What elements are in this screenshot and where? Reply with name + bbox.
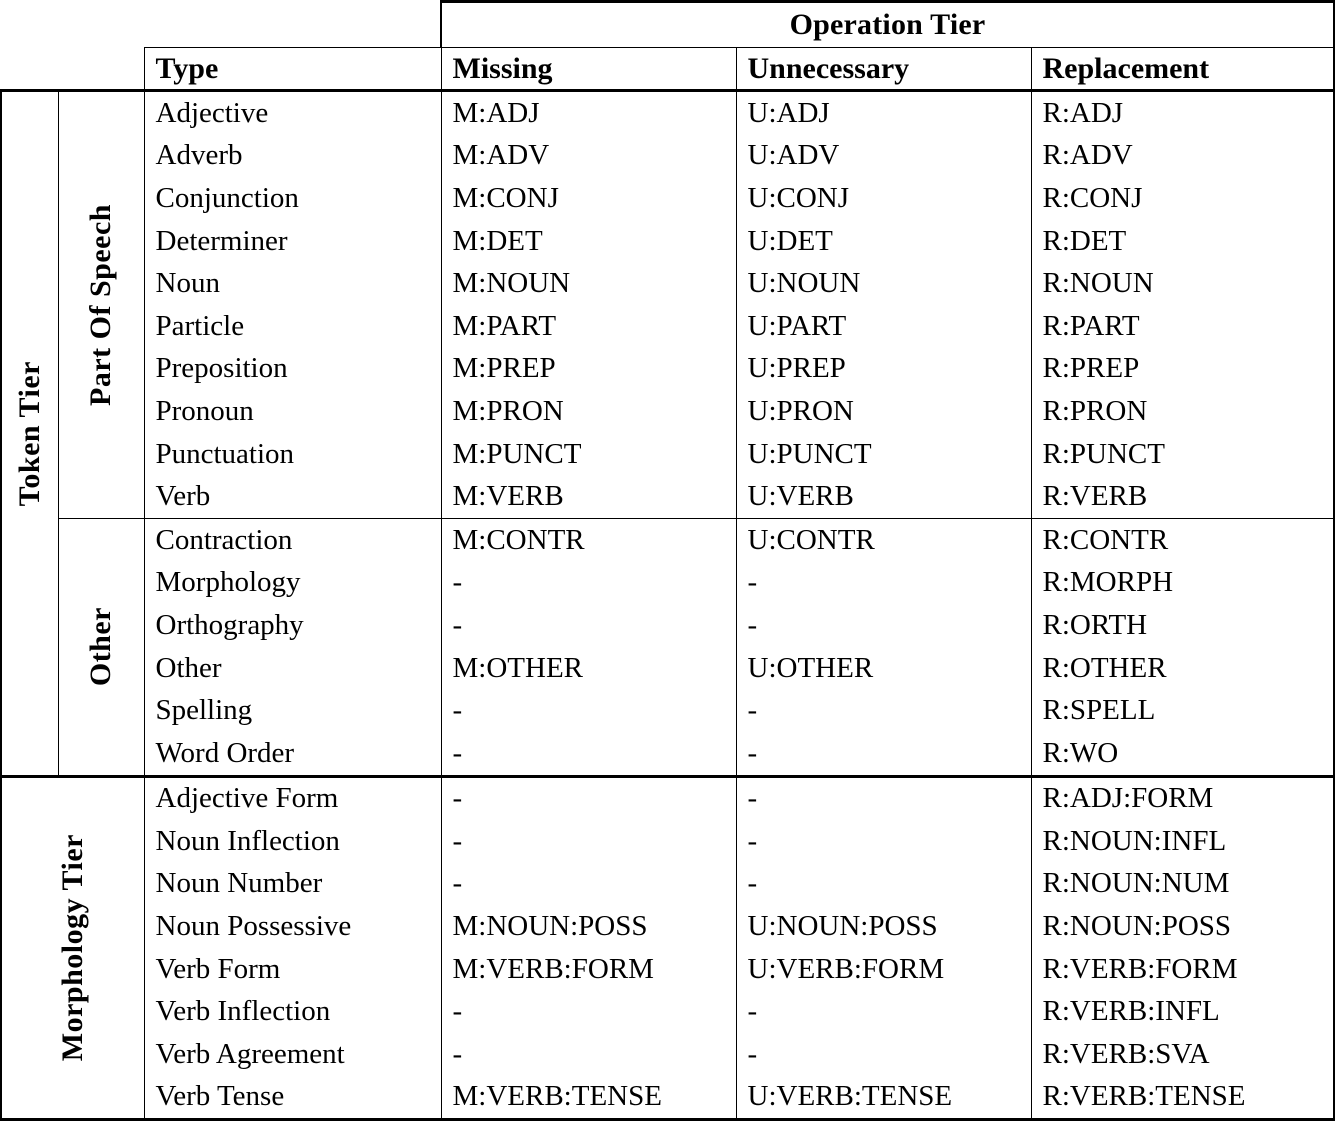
group-label-part-of-speech [58, 91, 144, 519]
replacement-cell: R:MORPH [1031, 562, 1334, 605]
table-header-row [1, 48, 1334, 91]
type-cell: Orthography [144, 604, 441, 647]
table-row [1, 820, 1334, 863]
group-label-other [58, 518, 144, 776]
replacement-cell: R:ADJ:FORM [1031, 776, 1334, 820]
unnecessary-cell: U:NOUN:POSS [736, 905, 1031, 948]
table-row [1, 518, 1334, 561]
unnecessary-cell: U:OTHER [736, 647, 1031, 690]
type-cell: Verb Inflection [144, 990, 441, 1033]
missing-cell: M:DET [441, 220, 736, 263]
table-row [1, 305, 1334, 348]
replacement-cell: R:NOUN:POSS [1031, 905, 1334, 948]
column-header-type: Type [144, 48, 441, 91]
column-header-replacement: Replacement [1031, 48, 1334, 91]
missing-cell: - [441, 562, 736, 605]
replacement-cell: R:NOUN [1031, 262, 1334, 305]
type-cell: Verb Form [144, 948, 441, 991]
table-row [1, 863, 1334, 906]
unnecessary-cell: U:PUNCT [736, 433, 1031, 476]
missing-cell: M:ADV [441, 135, 736, 178]
unnecessary-cell: - [736, 604, 1031, 647]
missing-cell: M:VERB:FORM [441, 948, 736, 991]
column-header-unnecessary: Unnecessary [736, 48, 1031, 91]
replacement-cell: R:VERB:FORM [1031, 948, 1334, 991]
missing-cell: M:PREP [441, 348, 736, 391]
table-row [1, 135, 1334, 178]
type-cell: Noun [144, 262, 441, 305]
table-row [1, 604, 1334, 647]
table-row [1, 91, 1334, 135]
unnecessary-cell: U:PART [736, 305, 1031, 348]
tier-label-morphology-text: Morphology Tier [55, 834, 89, 1062]
replacement-cell: R:VERB:INFL [1031, 990, 1334, 1033]
missing-cell: M:PART [441, 305, 736, 348]
table-row [1, 1033, 1334, 1076]
missing-cell: M:NOUN:POSS [441, 905, 736, 948]
type-cell: Conjunction [144, 177, 441, 220]
table-row [1, 562, 1334, 605]
unnecessary-cell: - [736, 820, 1031, 863]
type-cell: Particle [144, 305, 441, 348]
type-cell: Noun Number [144, 863, 441, 906]
replacement-cell: R:VERB:SVA [1031, 1033, 1334, 1076]
table-row [1, 262, 1334, 305]
replacement-cell: R:ADJ [1031, 91, 1334, 135]
type-cell: Adjective Form [144, 776, 441, 820]
unnecessary-cell: U:PREP [736, 348, 1031, 391]
missing-cell: - [441, 1033, 736, 1076]
replacement-cell: R:VERB [1031, 475, 1334, 518]
unnecessary-cell: - [736, 562, 1031, 605]
missing-cell: - [441, 689, 736, 732]
missing-cell: M:OTHER [441, 647, 736, 690]
type-cell: Punctuation [144, 433, 441, 476]
table-row [1, 390, 1334, 433]
unnecessary-cell: U:PRON [736, 390, 1031, 433]
unnecessary-cell: U:VERB:FORM [736, 948, 1031, 991]
tier-label-token [1, 91, 58, 777]
type-cell: Determiner [144, 220, 441, 263]
table-row [1, 776, 1334, 820]
replacement-cell: R:ORTH [1031, 604, 1334, 647]
missing-cell: - [441, 604, 736, 647]
replacement-cell: R:ADV [1031, 135, 1334, 178]
type-cell: Morphology [144, 562, 441, 605]
missing-cell: - [441, 732, 736, 776]
table-row [1, 475, 1334, 518]
table-row [1, 433, 1334, 476]
replacement-cell: R:NOUN:INFL [1031, 820, 1334, 863]
missing-cell: M:VERB:TENSE [441, 1076, 736, 1120]
table-superheader-row [1, 2, 1334, 48]
replacement-cell: R:SPELL [1031, 689, 1334, 732]
replacement-cell: R:PUNCT [1031, 433, 1334, 476]
replacement-cell: R:CONJ [1031, 177, 1334, 220]
missing-cell: M:ADJ [441, 91, 736, 135]
replacement-cell: R:PRON [1031, 390, 1334, 433]
tier-label-token-text: Token Tier [12, 360, 46, 506]
table-row [1, 990, 1334, 1033]
table-row [1, 1076, 1334, 1120]
header-spacer-type [144, 2, 441, 48]
table-row [1, 905, 1334, 948]
table-row [1, 177, 1334, 220]
unnecessary-cell: U:CONJ [736, 177, 1031, 220]
missing-cell: - [441, 863, 736, 906]
group-label-other-text: Other [84, 607, 117, 687]
type-cell: Verb [144, 475, 441, 518]
missing-cell: M:PRON [441, 390, 736, 433]
missing-cell: M:PUNCT [441, 433, 736, 476]
type-cell: Word Order [144, 732, 441, 776]
unnecessary-cell: - [736, 990, 1031, 1033]
unnecessary-cell: - [736, 732, 1031, 776]
unnecessary-cell: U:CONTR [736, 518, 1031, 561]
header-spacer-tier-2 [1, 48, 58, 91]
unnecessary-cell: U:ADJ [736, 91, 1031, 135]
unnecessary-cell: U:VERB [736, 475, 1031, 518]
unnecessary-cell: U:DET [736, 220, 1031, 263]
type-cell: Adverb [144, 135, 441, 178]
header-spacer-subtier [58, 2, 144, 48]
type-cell: Adjective [144, 91, 441, 135]
group-label-part-of-speech-text: Part Of Speech [84, 203, 117, 406]
table-row [1, 220, 1334, 263]
missing-cell: - [441, 990, 736, 1033]
tier-label-morphology [1, 776, 144, 1120]
unnecessary-cell: - [736, 1033, 1031, 1076]
table-row [1, 732, 1334, 776]
type-cell: Noun Inflection [144, 820, 441, 863]
type-cell: Pronoun [144, 390, 441, 433]
type-cell: Spelling [144, 689, 441, 732]
replacement-cell: R:DET [1031, 220, 1334, 263]
table-row [1, 948, 1334, 991]
unnecessary-cell: - [736, 863, 1031, 906]
type-cell: Other [144, 647, 441, 690]
unnecessary-cell: U:NOUN [736, 262, 1031, 305]
missing-cell: - [441, 820, 736, 863]
type-cell: Verb Tense [144, 1076, 441, 1120]
unnecessary-cell: - [736, 689, 1031, 732]
missing-cell: - [441, 776, 736, 820]
missing-cell: M:CONTR [441, 518, 736, 561]
replacement-cell: R:CONTR [1031, 518, 1334, 561]
header-spacer-tier [1, 2, 58, 48]
table-row [1, 348, 1334, 391]
table-row [1, 689, 1334, 732]
operation-tier-header: Operation Tier [441, 2, 1334, 48]
type-cell: Noun Possessive [144, 905, 441, 948]
type-cell: Verb Agreement [144, 1033, 441, 1076]
type-cell: Contraction [144, 518, 441, 561]
unnecessary-cell: U:VERB:TENSE [736, 1076, 1031, 1120]
unnecessary-cell: U:ADV [736, 135, 1031, 178]
table-row [1, 647, 1334, 690]
missing-cell: M:NOUN [441, 262, 736, 305]
replacement-cell: R:WO [1031, 732, 1334, 776]
missing-cell: M:CONJ [441, 177, 736, 220]
replacement-cell: R:OTHER [1031, 647, 1334, 690]
unnecessary-cell: - [736, 776, 1031, 820]
missing-cell: M:VERB [441, 475, 736, 518]
replacement-cell: R:NOUN:NUM [1031, 863, 1334, 906]
replacement-cell: R:PREP [1031, 348, 1334, 391]
column-header-missing: Missing [441, 48, 736, 91]
type-cell: Preposition [144, 348, 441, 391]
header-spacer-subtier-2 [58, 48, 144, 91]
replacement-cell: R:VERB:TENSE [1031, 1076, 1334, 1120]
replacement-cell: R:PART [1031, 305, 1334, 348]
